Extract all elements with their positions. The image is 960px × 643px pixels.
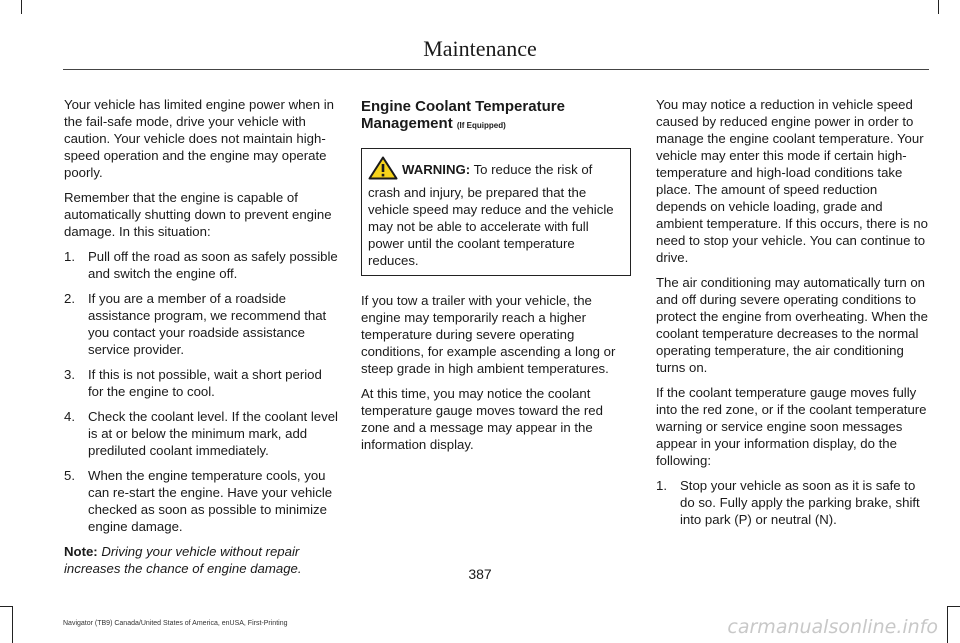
- list-item: [64, 248, 340, 282]
- note-text: Driving your vehicle without repair increases the chance of engine damage.: [64, 544, 302, 576]
- towing-paragraph: If you tow a trailer with your vehicle, the engine may temporarily reach a higher temperature during severe operating conditions, for example ascending a long or steep grade in high ambient temperatures.: [361, 293, 616, 376]
- step-number: 1.: [64, 249, 75, 264]
- list-item: [656, 477, 928, 528]
- footer-text: Navigator (TB9) Canada/United States of America, enUSA, First-Printing: [63, 620, 288, 627]
- step-text: Stop your vehicle as soon as it is safe to do so. Fully apply the parking brake, shift into park (P) or neutral (N).: [680, 478, 920, 527]
- crop-mark-bottom-right-h: [947, 606, 960, 607]
- air-conditioning-paragraph: The air conditioning may automatically turn on and off during severe operating conditions to protect the engine from overheating. When the coolant temperature decreases to the normal operating temperature, the air conditioning turns on.: [656, 275, 928, 375]
- intro-paragraph: Your vehicle has limited engine power when in the fail-safe mode, drive your vehicle with caution. Your vehicle does not maintain high-speed operation and the engine may operate poorly.: [64, 97, 335, 180]
- column-middle: [361, 96, 631, 461]
- step-text: Check the coolant level. If the coolant level is at or below the minimum mark, add prediluted coolant immediately.: [88, 409, 338, 458]
- column-right: [656, 96, 928, 536]
- list-item: [64, 408, 340, 459]
- column-left: [64, 96, 340, 585]
- step-number: 5.: [64, 468, 75, 483]
- step-text: If this is not possible, wait a short period for the engine to cool.: [88, 367, 322, 399]
- step-text: When the engine temperature cools, you can re-start the engine. Have your vehicle checked as soon as possible to minimize engine damage.: [88, 468, 333, 534]
- page-title: Maintenance: [423, 36, 537, 61]
- note-label: Note:: [64, 544, 98, 559]
- warning-box: [361, 148, 631, 276]
- remember-paragraph: Remember that the engine is capable of automatically shutting down to prevent engine damage. In this situation:: [64, 190, 332, 239]
- crop-mark-bottom-left-h: [0, 606, 13, 607]
- header-divider: [63, 69, 929, 70]
- warning-triangle-icon: [368, 156, 398, 184]
- if-equipped-label: (If Equipped): [456, 121, 506, 130]
- crop-mark-bottom-right-v: [947, 606, 948, 643]
- red-zone-paragraph: If the coolant temperature gauge moves fully into the red zone, or if the coolant temperature warning or service engine soon messages appear in your information display, do the following:: [656, 385, 927, 468]
- step-text: If you are a member of a roadside assistance program, we recommend that you contact your roadside assistance service provider.: [88, 291, 327, 357]
- watermark: carmanualsonline.info: [727, 616, 938, 638]
- step-number: 2.: [64, 291, 75, 306]
- shutdown-steps-list: [64, 248, 340, 535]
- step-number: 1.: [656, 478, 667, 493]
- crop-mark-top-left: [21, 0, 22, 14]
- red-zone-steps-list: [656, 477, 928, 528]
- page-number: 387: [468, 566, 492, 582]
- crop-mark-bottom-left-v: [12, 606, 13, 643]
- list-item: [64, 467, 340, 535]
- crop-mark-top-right: [938, 0, 939, 14]
- section-heading: [361, 98, 631, 134]
- section-heading-text: Engine Coolant Temperature Management: [361, 98, 565, 132]
- warning-label: WARNING:: [402, 162, 471, 177]
- gauge-paragraph: At this time, you may notice the coolant temperature gauge moves toward the red zone and a message may appear in the information display.: [361, 386, 603, 452]
- list-item: [64, 366, 340, 400]
- list-item: [64, 290, 340, 358]
- step-text: Pull off the road as soon as safely possible and switch the engine off.: [88, 249, 338, 281]
- step-number: 4.: [64, 409, 75, 424]
- step-number: 3.: [64, 367, 75, 382]
- warning-text: To reduce the risk of crash and injury, be prepared that the vehicle speed may reduce and the vehicle may not be able to accelerate with full power until the coolant temperature reduces.: [368, 162, 614, 268]
- speed-reduction-paragraph: You may notice a reduction in vehicle speed caused by reduced engine power in order to manage the engine coolant temperature. Your vehicle may enter this mode if certain high-temperature and high-load conditions take place. The amount of speed reduction depends on vehicle loading, grade and ambient temperature. If this occurs, there is no need to stop your vehicle. You can continue to drive.: [656, 97, 928, 265]
